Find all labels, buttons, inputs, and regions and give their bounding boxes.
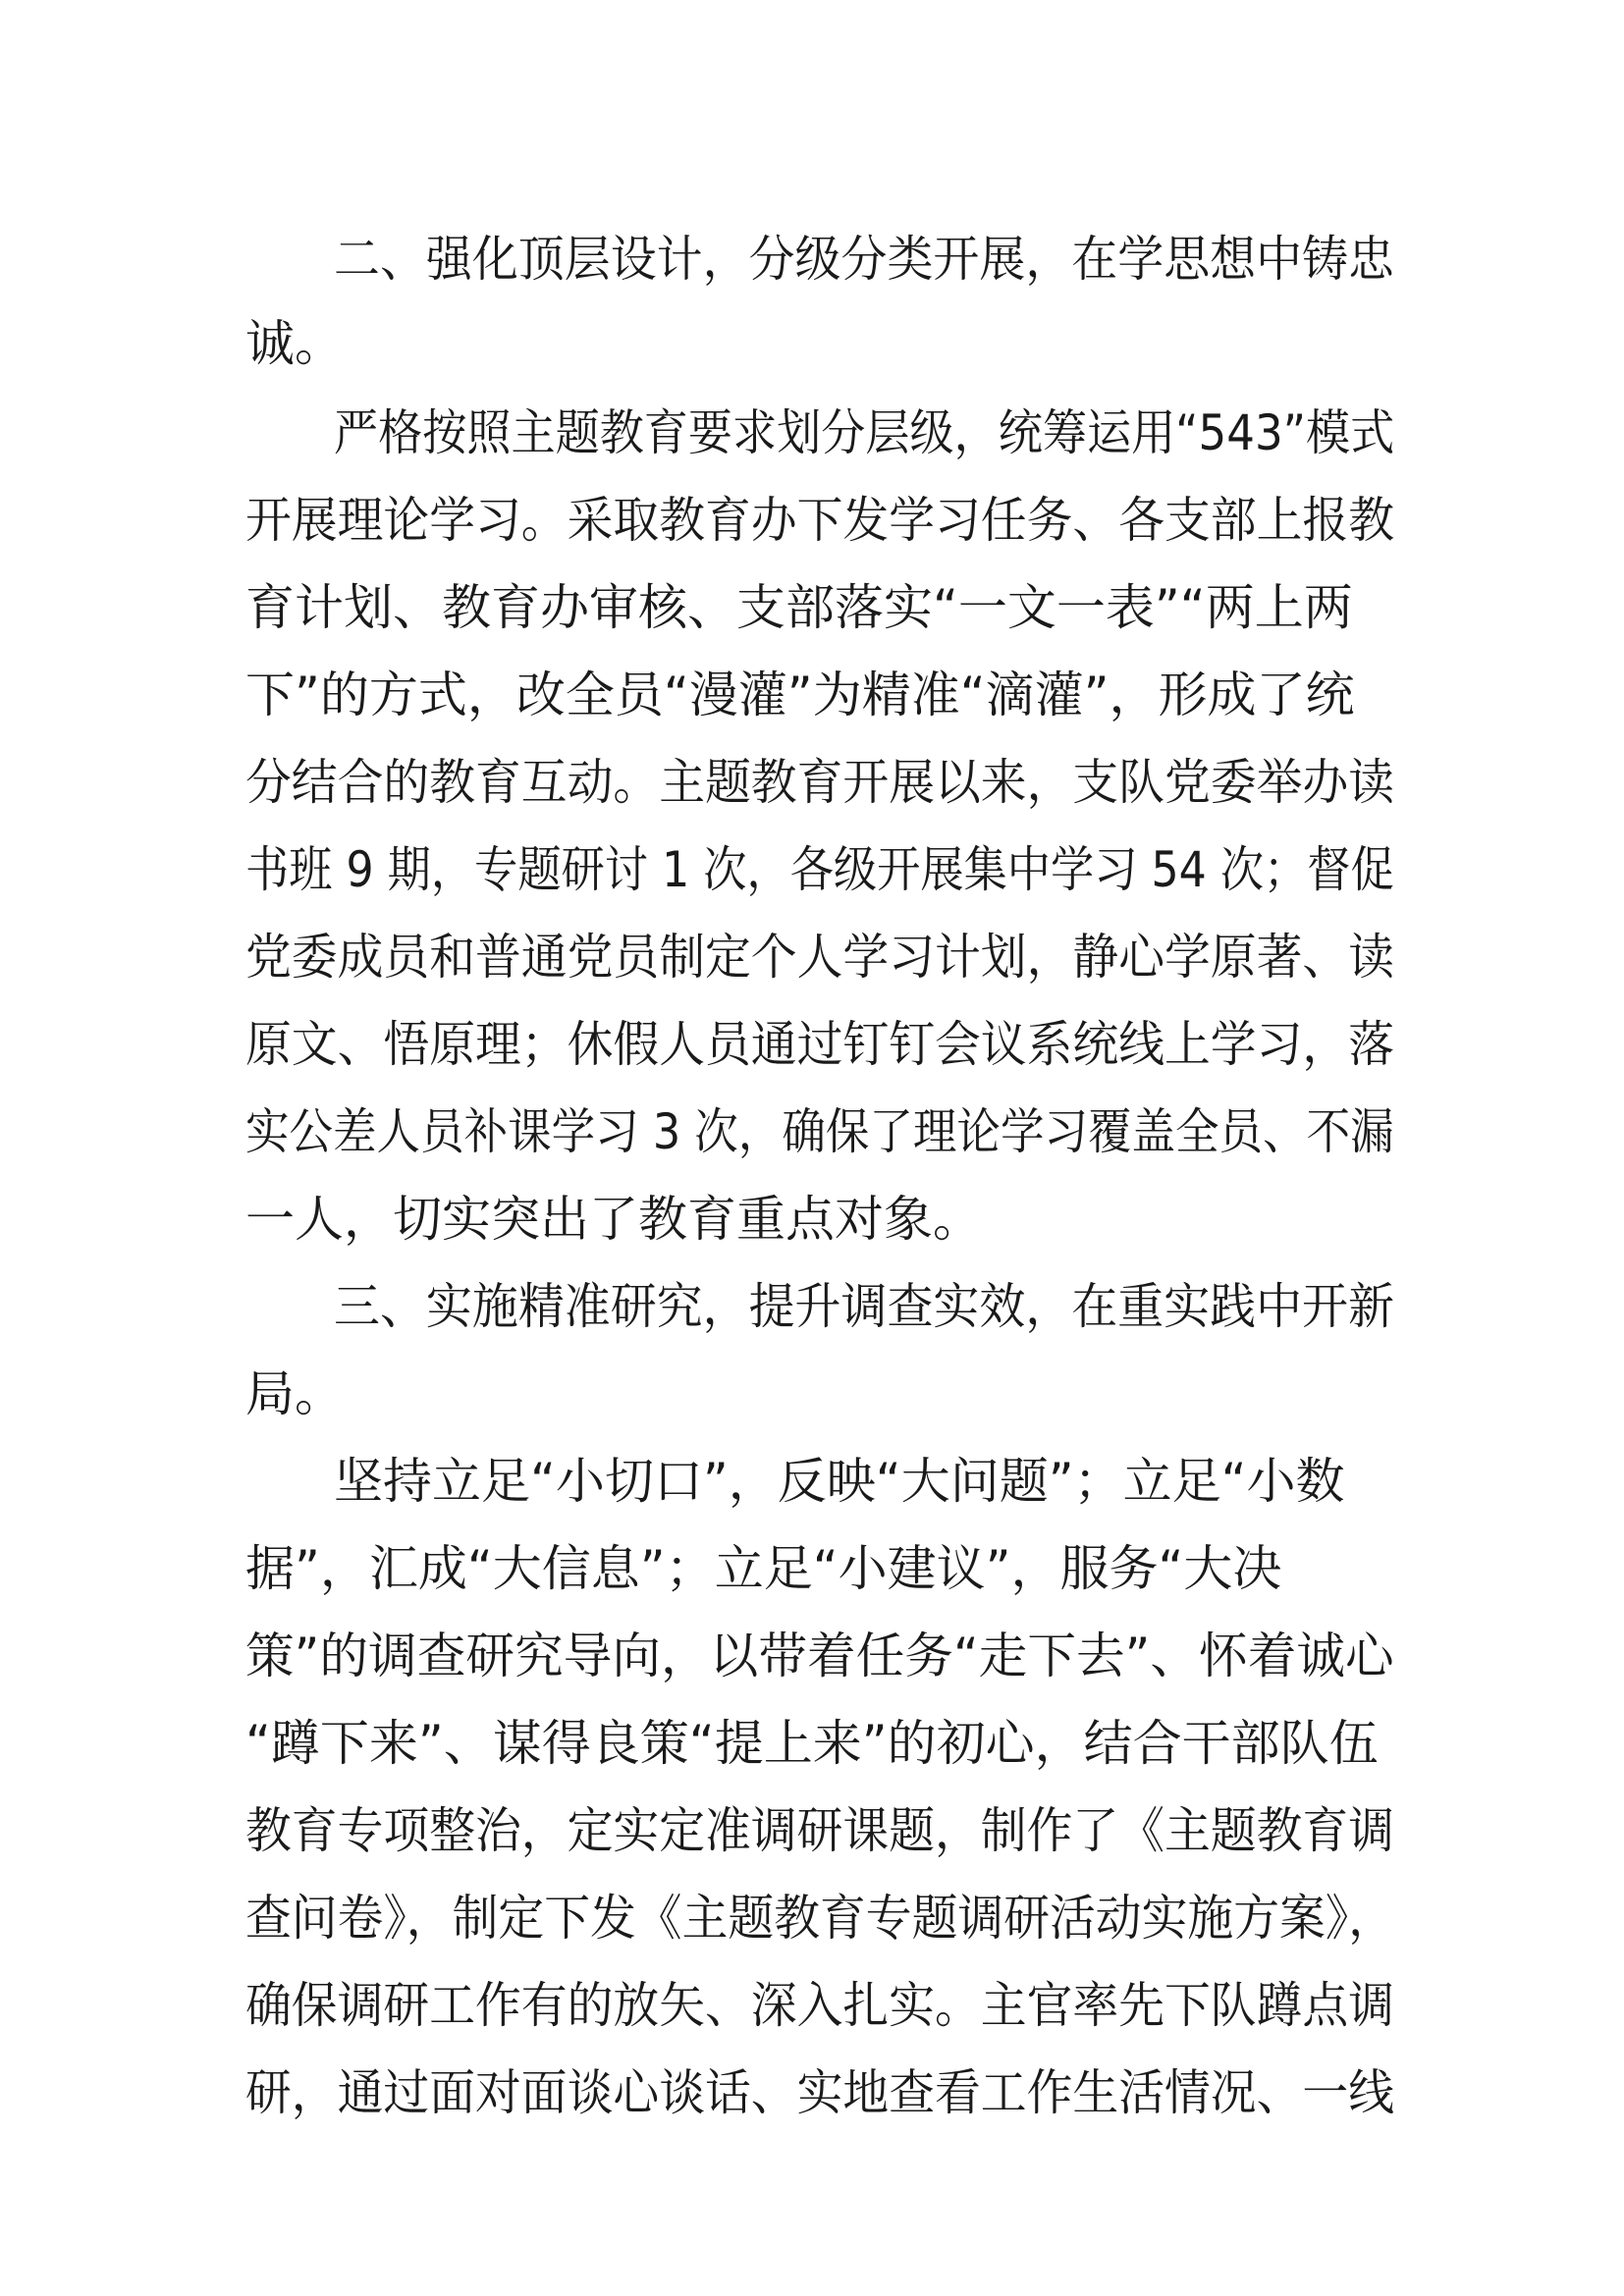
text-line: 实公差人员补课学习 3 次，确保了理论学习覆盖全员、不漏 [245, 1103, 1394, 1160]
text-line: 教育专项整治，定实定准调研课题，制作了《主题教育调 [245, 1802, 1394, 1859]
text-line: “蹲下来”、谋得良策“提上来”的初心，结合干部队伍 [245, 1715, 1379, 1772]
text-line: 诚。 [245, 315, 344, 372]
text-line: 开展理论学习。采取教育办下发学习任务、各支部上报教 [245, 492, 1394, 549]
text-line: 下”的方式，改全员“漫灌”为精准“滴灌”，形成了统 [245, 667, 1355, 723]
text-line: 二、强化顶层设计，分级分类开展，在学思想中铸忠 [334, 231, 1394, 288]
text-line: 确保调研工作有的放矢、深入扎实。主官率先下队蹲点调 [245, 1977, 1394, 2034]
text-line: 分结合的教育互动。主题教育开展以来，支队党委举办读 [245, 754, 1394, 811]
text-line: 研，通过面对面谈心谈话、实地查看工作生活情况、一线 [245, 2064, 1394, 2121]
text-line: 原文、悟原理；休假人员通过钉钉会议系统线上学习，落 [245, 1016, 1394, 1073]
text-line: 党委成员和普通党员制定个人学习计划，静心学原著、读 [245, 929, 1394, 986]
text-line: 查问卷》，制定下发《主题教育专题调研活动实施方案》， [245, 1890, 1394, 1947]
text-line: 一人，切实突出了教育重点对象。 [245, 1191, 982, 1248]
text-line: 坚持立足“小切口”，反映“大问题”；立足“小数 [334, 1453, 1345, 1510]
text-line: 策”的调查研究导向，以带着任务“走下去”、怀着诚心 [245, 1628, 1394, 1684]
text-line: 严格按照主题教育要求划分层级，统筹运用“543”模式 [334, 404, 1395, 461]
text-line: 三、实施精准研究，提升调查实效，在重实践中开新 [334, 1278, 1394, 1335]
text-line: 书班 9 期，专题研讨 1 次，各级开展集中学习 54 次；督促 [245, 841, 1394, 898]
text-line: 育计划、教育办审核、支部落实“一文一表”“两上两 [245, 579, 1353, 636]
text-line: 据”，汇成“大信息”；立足“小建议”，服务“大决 [245, 1540, 1282, 1597]
text-line: 局。 [245, 1365, 344, 1422]
